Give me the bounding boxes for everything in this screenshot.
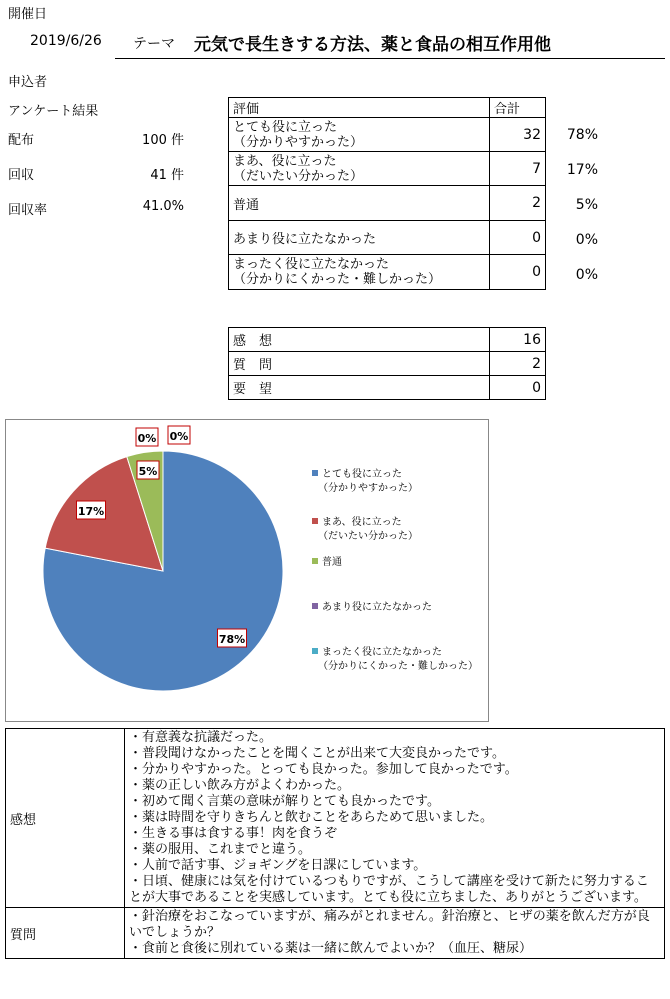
rating-label: あまり役に立たなかった [229,221,490,255]
legend-label: まったく役に立たなかった [322,647,442,658]
legend-label: 普通 [322,557,342,568]
count-row [229,376,546,400]
legend-swatch [312,470,318,476]
impression-item: ・薬の正しい飲み方がよくわかった。 [129,778,351,793]
pie-data-label [218,629,247,647]
count-row [229,352,546,376]
comments-table [5,728,665,959]
rating-label: とても役に立った （分かりやすかった） [229,118,490,152]
legend-label: （だいたい分かった） [318,531,418,542]
rating-label: まったく役に立たなかった （分かりにくかった・難しかった） [229,255,490,290]
rating-label: まあ、役に立った （だいたい分かった） [229,152,490,186]
impressions-row [6,729,665,908]
rating-row [229,221,546,255]
rating-pct: 5% [575,197,598,213]
questions-list [125,908,665,959]
legend-label: （分かりにくかった・難しかった） [318,661,478,672]
impression-item: ・普段聞けなかったことを聞くことが出来て大変良かったです。 [129,746,505,761]
rating-count: 0 [490,255,546,290]
legend-label: あまり役に立たなかった [322,602,432,613]
count-label: 質 問 [229,352,490,376]
legend-swatch [312,603,318,609]
collection-rate-label: 回収率 [8,203,48,218]
applicant-label: 申込者 [8,75,48,90]
survey-title: アンケート結果 [8,104,99,119]
legend-label: （分かりやすかった） [318,483,418,494]
collection-rate-value: 41.0% [142,199,184,214]
rating-row [229,255,546,290]
legend-label: とても役に立った [322,469,402,480]
legend-item [312,468,418,496]
legend-item [312,646,478,674]
svg-text:17%: 17% [77,505,105,518]
rating-count: 0 [490,221,546,255]
question-item: ・食前と食後に別れている薬は一緒に飲んでよいか？（血圧、糖尿） [129,941,533,956]
svg-text:78%: 78% [218,633,246,646]
count-label: 感 想 [229,328,490,352]
impression-item: ・薬は時間を守りきちんと飲むことをあらためて思いました。 [129,810,494,825]
legend-label: まあ、役に立った [322,517,402,528]
event-date: 2019/6/26 [30,33,102,49]
impressions-label: 感想 [6,729,125,908]
rating-row [229,186,546,221]
collected-value: 41 件 [150,168,184,183]
distributed-value: 100 件 [142,133,184,148]
count-value: 16 [490,328,546,352]
pie-data-label [168,426,190,444]
rating-col-header: 評価 [229,98,490,118]
impression-item: ・初めて聞く言葉の意味が解りとても良かったです。 [129,794,440,809]
rating-table [228,97,546,290]
impression-item: ・分かりやすかった。とっても良かった。参加して良かったです。 [129,762,518,777]
legend-item [312,601,432,615]
legend-swatch [312,558,318,564]
pie-data-label [136,428,158,446]
impressions-list [125,729,665,908]
date-label: 開催日 [8,7,48,22]
count-label: 要 望 [229,376,490,400]
questions-label: 質問 [6,908,125,959]
count-value: 2 [490,352,546,376]
questions-row [6,908,665,959]
total-col-header: 合計 [490,98,546,118]
legend-swatch [312,518,318,524]
rating-header-row [229,98,546,118]
impression-item: ・人前で話す事、ジョギングを日課にしています。 [129,858,427,873]
rating-pct: 0% [575,267,598,283]
legend-item [312,516,418,544]
header-underline [115,58,665,59]
pie-data-label [77,501,106,519]
svg-text:0%: 0% [137,432,157,445]
rating-label: 普通 [229,186,490,221]
rating-pct: 78% [566,127,598,143]
rating-row [229,118,546,152]
pie-chart [6,420,488,721]
question-item: ・針治療をおこなっていますが、痛みがとれません。針治療と、ヒザの薬を飲んだ方が良いでしょうか？ [129,909,650,940]
impression-item: ・生きる事は食する事！肉を食うぞ [129,826,338,841]
pie-data-label [137,461,159,479]
rating-count: 32 [490,118,546,152]
svg-text:5%: 5% [138,465,158,478]
distributed-label: 配布 [8,133,35,148]
count-row [229,328,546,352]
impression-item: ・有意義な抗議だった。 [129,730,273,745]
legend-swatch [312,648,318,654]
theme-title: 元気で長生きする方法、薬と食品の相互作用他 [194,35,551,55]
theme-label: テーマ [133,36,175,52]
svg-text:0%: 0% [169,430,189,443]
rating-pct: 17% [566,162,598,178]
pie-chart-area [5,419,489,722]
comment-count-table [228,327,546,400]
rating-count: 7 [490,152,546,186]
rating-row [229,152,546,186]
rating-pct: 0% [575,232,598,248]
count-value: 0 [490,376,546,400]
legend-item [312,556,342,570]
impression-item: ・日頃、健康には気を付けているつもりですが、こうして講座を受けて新たに努力することが大事であることを実感しています。とても役に立ちました、ありがとうございます。 [129,874,649,905]
impression-item: ・薬の服用、これまでと違う。 [129,842,312,857]
rating-count: 2 [490,186,546,221]
collected-label: 回収 [8,168,35,183]
